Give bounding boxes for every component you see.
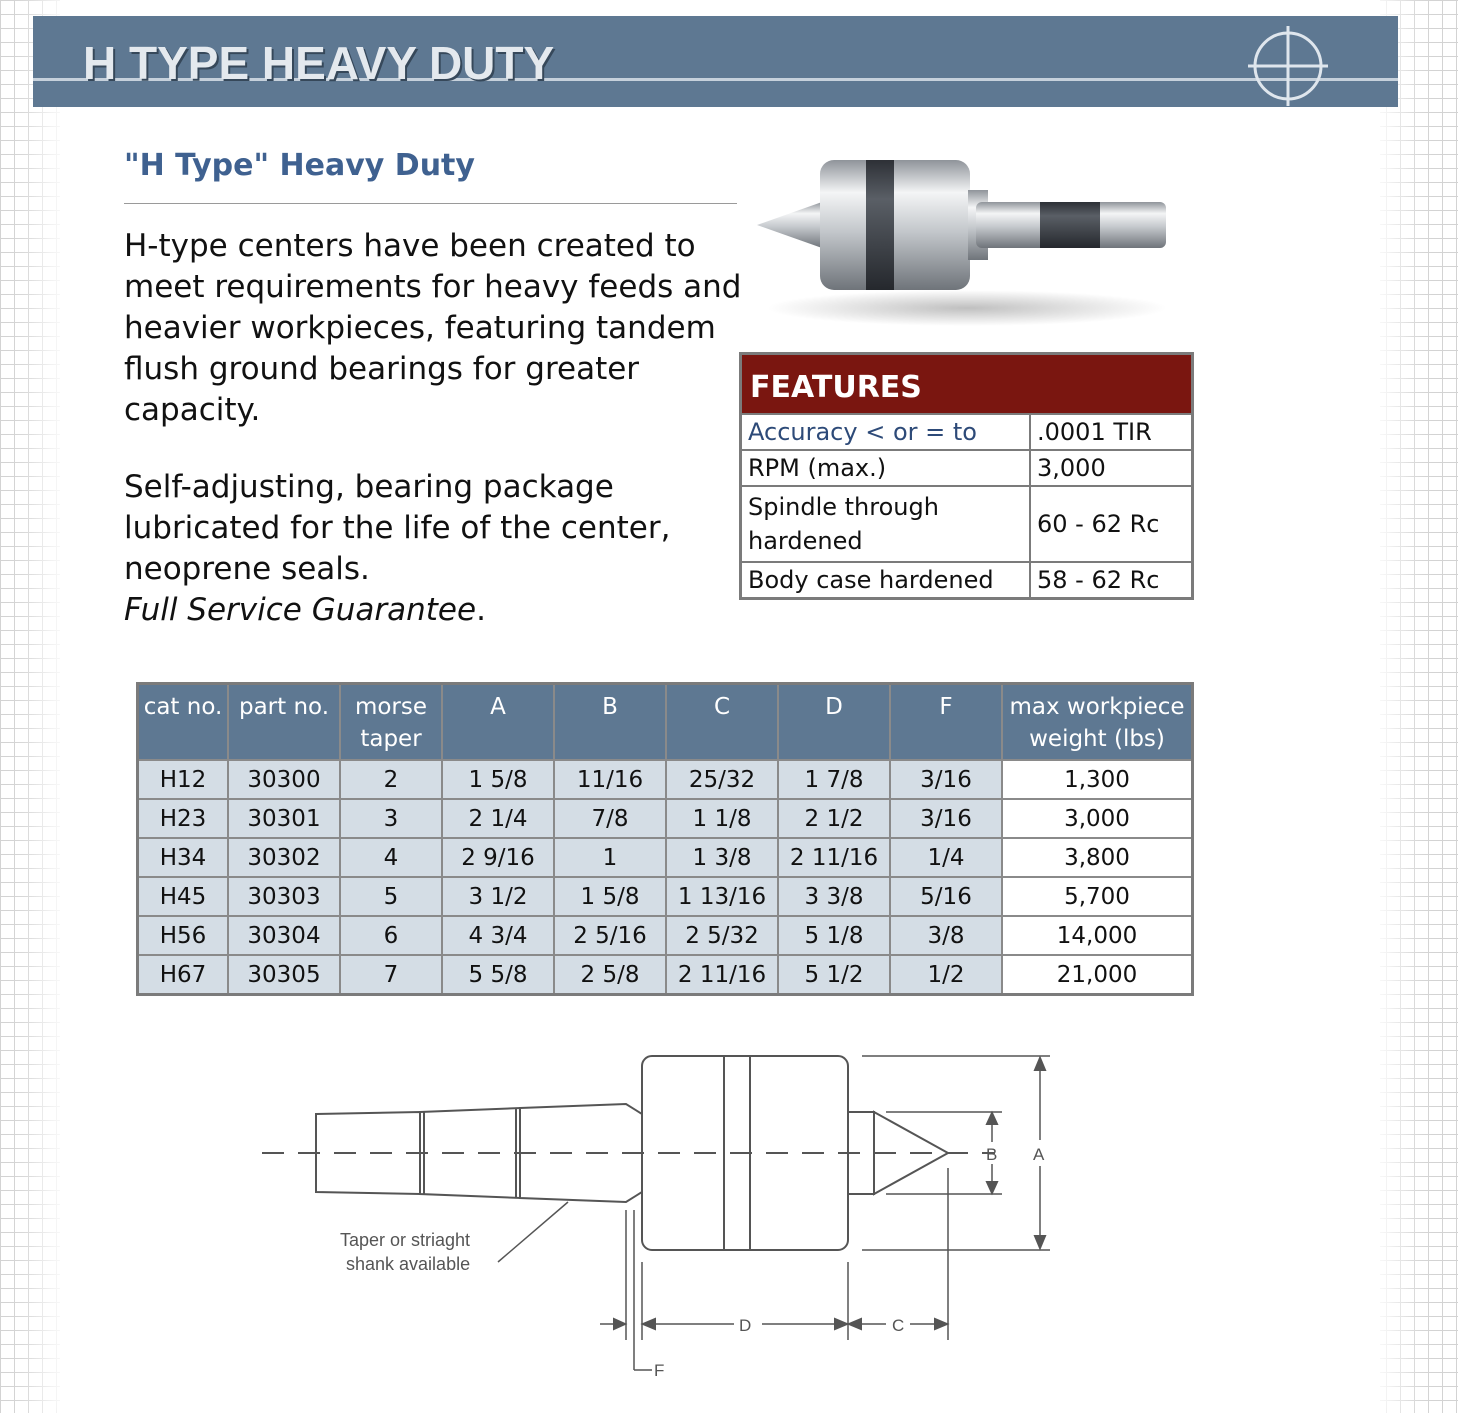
table-cell: 4 bbox=[340, 838, 442, 877]
table-cell: 30304 bbox=[228, 916, 340, 955]
live-center-photo bbox=[752, 150, 1182, 335]
shank-large bbox=[420, 1108, 520, 1198]
table-cell: 5 1/8 bbox=[778, 916, 890, 955]
table-cell: 21,000 bbox=[1002, 955, 1193, 995]
table-cell: 1 1/8 bbox=[666, 799, 778, 838]
feature-label: RPM (max.) bbox=[741, 450, 1031, 486]
title-banner bbox=[33, 16, 1398, 107]
intro-paragraph: H-type centers have been created to meet requirements for heavy feeds and heavier workpieces, featuring tandem flush ground bearings for greater capacity. bbox=[124, 228, 742, 428]
features-table bbox=[739, 352, 1194, 600]
table-cell: 5 5/8 bbox=[442, 955, 554, 995]
table-cell: 1 3/8 bbox=[666, 838, 778, 877]
dim-label-d: D bbox=[739, 1316, 752, 1335]
table-cell: H34 bbox=[138, 838, 229, 877]
table-cell: 1 13/16 bbox=[666, 877, 778, 916]
feature-value: 3,000 bbox=[1030, 450, 1193, 486]
table-cell: 1 5/8 bbox=[554, 877, 666, 916]
feature-row bbox=[741, 562, 1193, 599]
table-cell: 14,000 bbox=[1002, 916, 1193, 955]
table-cell: 3,800 bbox=[1002, 838, 1193, 877]
feature-row bbox=[741, 414, 1193, 450]
col-header: D bbox=[778, 684, 890, 761]
table-cell: 6 bbox=[340, 916, 442, 955]
features-title: FEATURES bbox=[741, 354, 1193, 415]
feature-row bbox=[741, 486, 1193, 562]
table-cell: 5 1/2 bbox=[778, 955, 890, 995]
heading-divider bbox=[124, 203, 737, 204]
table-cell: 1/2 bbox=[890, 955, 1002, 995]
table-row bbox=[138, 877, 1193, 916]
shank-note-line1: Taper or striaght bbox=[340, 1230, 471, 1250]
table-cell: 5 bbox=[340, 877, 442, 916]
table-cell: 2 5/16 bbox=[554, 916, 666, 955]
table-cell: 1/4 bbox=[890, 838, 1002, 877]
table-cell: 30301 bbox=[228, 799, 340, 838]
table-cell: 25/32 bbox=[666, 760, 778, 799]
feature-label: Spindle through hardened bbox=[741, 486, 1031, 562]
dim-label-b: B bbox=[986, 1145, 998, 1164]
table-cell: 30305 bbox=[228, 955, 340, 995]
table-cell: H12 bbox=[138, 760, 229, 799]
table-cell: H23 bbox=[138, 799, 229, 838]
dim-label-a: A bbox=[1033, 1145, 1045, 1164]
table-cell: 30303 bbox=[228, 877, 340, 916]
table-cell: 3/16 bbox=[890, 760, 1002, 799]
table-cell: 1 7/8 bbox=[778, 760, 890, 799]
col-header: part no. bbox=[228, 684, 340, 761]
feature-value: 60 - 62 Rc bbox=[1030, 486, 1193, 562]
table-cell: 3/8 bbox=[890, 916, 1002, 955]
table-row bbox=[138, 799, 1193, 838]
feature-row bbox=[741, 450, 1193, 486]
table-cell: 2 5/8 bbox=[554, 955, 666, 995]
specs-table bbox=[136, 682, 1194, 996]
table-cell: 2 11/16 bbox=[666, 955, 778, 995]
dimension-diagram bbox=[250, 1040, 1080, 1390]
table-cell: H45 bbox=[138, 877, 229, 916]
feature-label: Accuracy < or = to bbox=[741, 414, 1031, 450]
table-cell: 3/16 bbox=[890, 799, 1002, 838]
table-row bbox=[138, 760, 1193, 799]
table-cell: 30302 bbox=[228, 838, 340, 877]
table-cell: 4 3/4 bbox=[442, 916, 554, 955]
crosshair-icon bbox=[1248, 26, 1328, 106]
col-header: C bbox=[666, 684, 778, 761]
table-cell: 2 9/16 bbox=[442, 838, 554, 877]
col-header: max workpiece weight (lbs) bbox=[1002, 684, 1193, 761]
dim-label-f: F bbox=[654, 1361, 665, 1380]
col-header: F bbox=[890, 684, 1002, 761]
table-cell: 7/8 bbox=[554, 799, 666, 838]
table-row bbox=[138, 838, 1193, 877]
table-cell: 1 5/8 bbox=[442, 760, 554, 799]
table-cell: 2 1/4 bbox=[442, 799, 554, 838]
bearing-paragraph bbox=[124, 467, 744, 631]
table-cell: 5/16 bbox=[890, 877, 1002, 916]
table-cell: 11/16 bbox=[554, 760, 666, 799]
table-cell: 2 bbox=[340, 760, 442, 799]
guarantee-suffix: . bbox=[476, 592, 486, 628]
specs-header-row bbox=[138, 684, 1193, 761]
table-cell: 3 1/2 bbox=[442, 877, 554, 916]
table-cell: 2 11/16 bbox=[778, 838, 890, 877]
feature-label: Body case hardened bbox=[741, 562, 1031, 599]
bearing-text: Self-adjusting, bearing package lubricated for the life of the center, neoprene seals. bbox=[124, 469, 671, 587]
section-heading: "H Type" Heavy Duty bbox=[124, 148, 475, 183]
col-header: A bbox=[442, 684, 554, 761]
table-cell: 30300 bbox=[228, 760, 340, 799]
dim-label-c: C bbox=[892, 1316, 905, 1335]
table-row bbox=[138, 955, 1193, 995]
table-cell: 3,000 bbox=[1002, 799, 1193, 838]
table-cell: 1,300 bbox=[1002, 760, 1193, 799]
banner-title: H TYPE HEAVY DUTY bbox=[83, 37, 555, 89]
feature-value: .0001 TIR bbox=[1030, 414, 1193, 450]
table-cell: 3 bbox=[340, 799, 442, 838]
table-cell: H56 bbox=[138, 916, 229, 955]
shank-note-line2: shank available bbox=[346, 1254, 471, 1274]
table-cell: 1 bbox=[554, 838, 666, 877]
table-cell: 2 1/2 bbox=[778, 799, 890, 838]
table-row bbox=[138, 916, 1193, 955]
table-cell: 2 5/32 bbox=[666, 916, 778, 955]
col-header: morse taper bbox=[340, 684, 442, 761]
table-cell: 7 bbox=[340, 955, 442, 995]
table-cell: 5,700 bbox=[1002, 877, 1193, 916]
col-header: cat no. bbox=[138, 684, 229, 761]
feature-value: 58 - 62 Rc bbox=[1030, 562, 1193, 599]
table-cell: H67 bbox=[138, 955, 229, 995]
col-header: B bbox=[554, 684, 666, 761]
shank-small bbox=[316, 1112, 420, 1194]
guarantee-text: Full Service Guarantee bbox=[124, 592, 477, 628]
table-cell: 3 3/8 bbox=[778, 877, 890, 916]
